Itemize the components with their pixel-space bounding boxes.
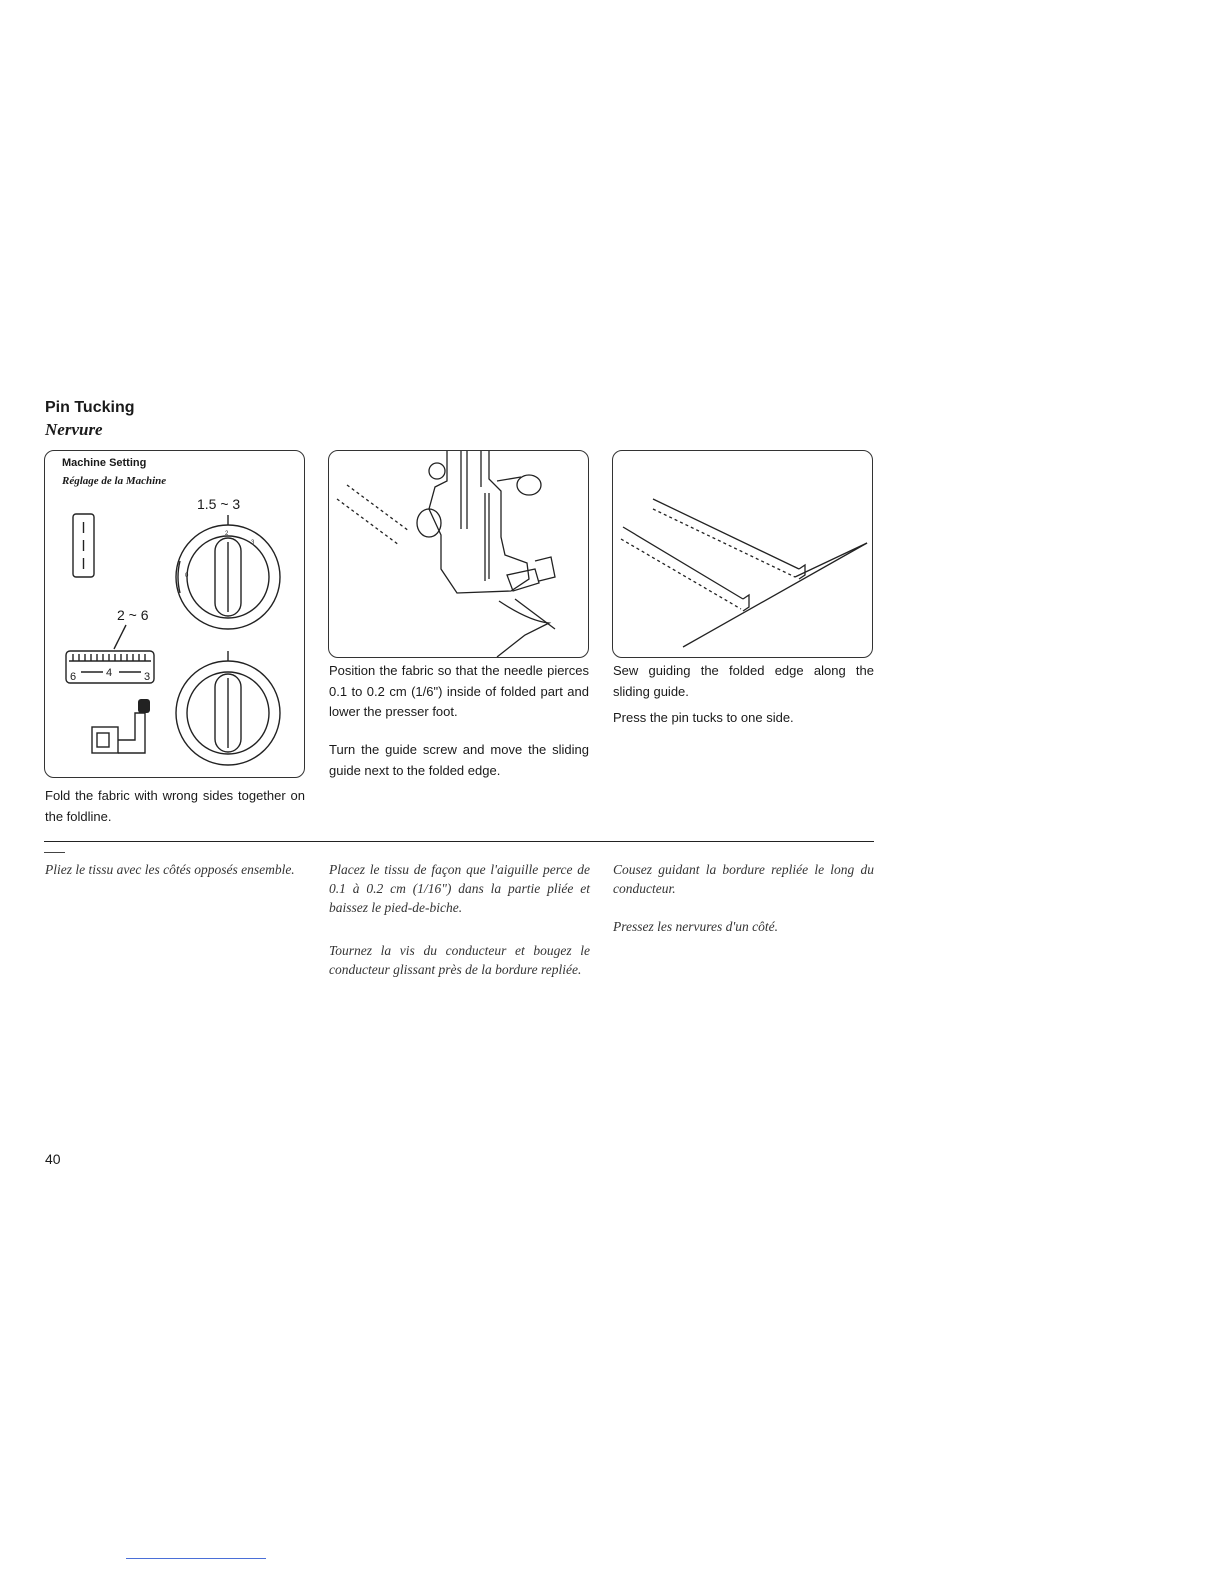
step3-instruction-1: Sew guiding the folded edge along the sliding guide. bbox=[613, 663, 874, 699]
svg-text:4: 4 bbox=[106, 667, 113, 679]
page-number: 40 bbox=[45, 1151, 61, 1167]
machine-setting-illustration bbox=[45, 451, 304, 777]
footer-line bbox=[126, 1558, 266, 1559]
stitch-length-value: 1.5 ~ 3 bbox=[197, 496, 241, 512]
step2-instruction-2: Turn the guide screw and move the sliding guide next to the folded edge. bbox=[329, 742, 589, 778]
step1-instruction-french: Pliez le tissu avec les côtés opposés ensemble. bbox=[45, 862, 295, 877]
thread-tension-value: 2 ~ 6 bbox=[117, 607, 149, 623]
section-title: Pin Tucking bbox=[45, 399, 135, 416]
step3-instruction-2-french: Pressez les nervures d'un côté. bbox=[613, 919, 778, 934]
presser-foot-panel bbox=[328, 450, 589, 658]
step3-instruction-1-french: Cousez guidant la bordure repliée le long du conducteur. bbox=[613, 862, 874, 896]
step2-instruction-1-french: Placez le tissu de façon que l'aiguille perce de 0.1 à 0.2 cm (1/16") dans la partie pliée et baissez le pied-de-biche. bbox=[329, 862, 590, 915]
presser-foot-illustration bbox=[329, 451, 588, 657]
section-title-french: Nervure bbox=[45, 420, 103, 439]
pin-tucks-panel bbox=[612, 450, 873, 658]
svg-text:3: 3 bbox=[251, 540, 255, 546]
step3-instruction-2: Press the pin tucks to one side. bbox=[613, 710, 794, 725]
svg-text:0: 0 bbox=[185, 573, 189, 579]
machine-setting-panel bbox=[44, 450, 305, 778]
machine-setting-label-french: Réglage de la Machine bbox=[62, 475, 167, 487]
step1-instruction: Fold the fabric with wrong sides together on the foldline. bbox=[45, 788, 305, 824]
svg-text:3: 3 bbox=[144, 671, 151, 683]
pin-tucks-illustration bbox=[613, 451, 872, 657]
svg-text:6: 6 bbox=[70, 671, 77, 683]
machine-setting-label: Machine Setting bbox=[62, 457, 147, 469]
svg-text:2: 2 bbox=[225, 531, 229, 537]
step2-instruction-2-french: Tournez la vis du conducteur et bougez le conducteur glissant près de la bordure repliée. bbox=[329, 943, 590, 977]
section-divider bbox=[44, 841, 874, 842]
divider-tick bbox=[44, 852, 65, 853]
step2-instruction-1: Position the fabric so that the needle pierces 0.1 to 0.2 cm (1/6") inside of folded part and lower the presser foot. bbox=[329, 663, 589, 719]
